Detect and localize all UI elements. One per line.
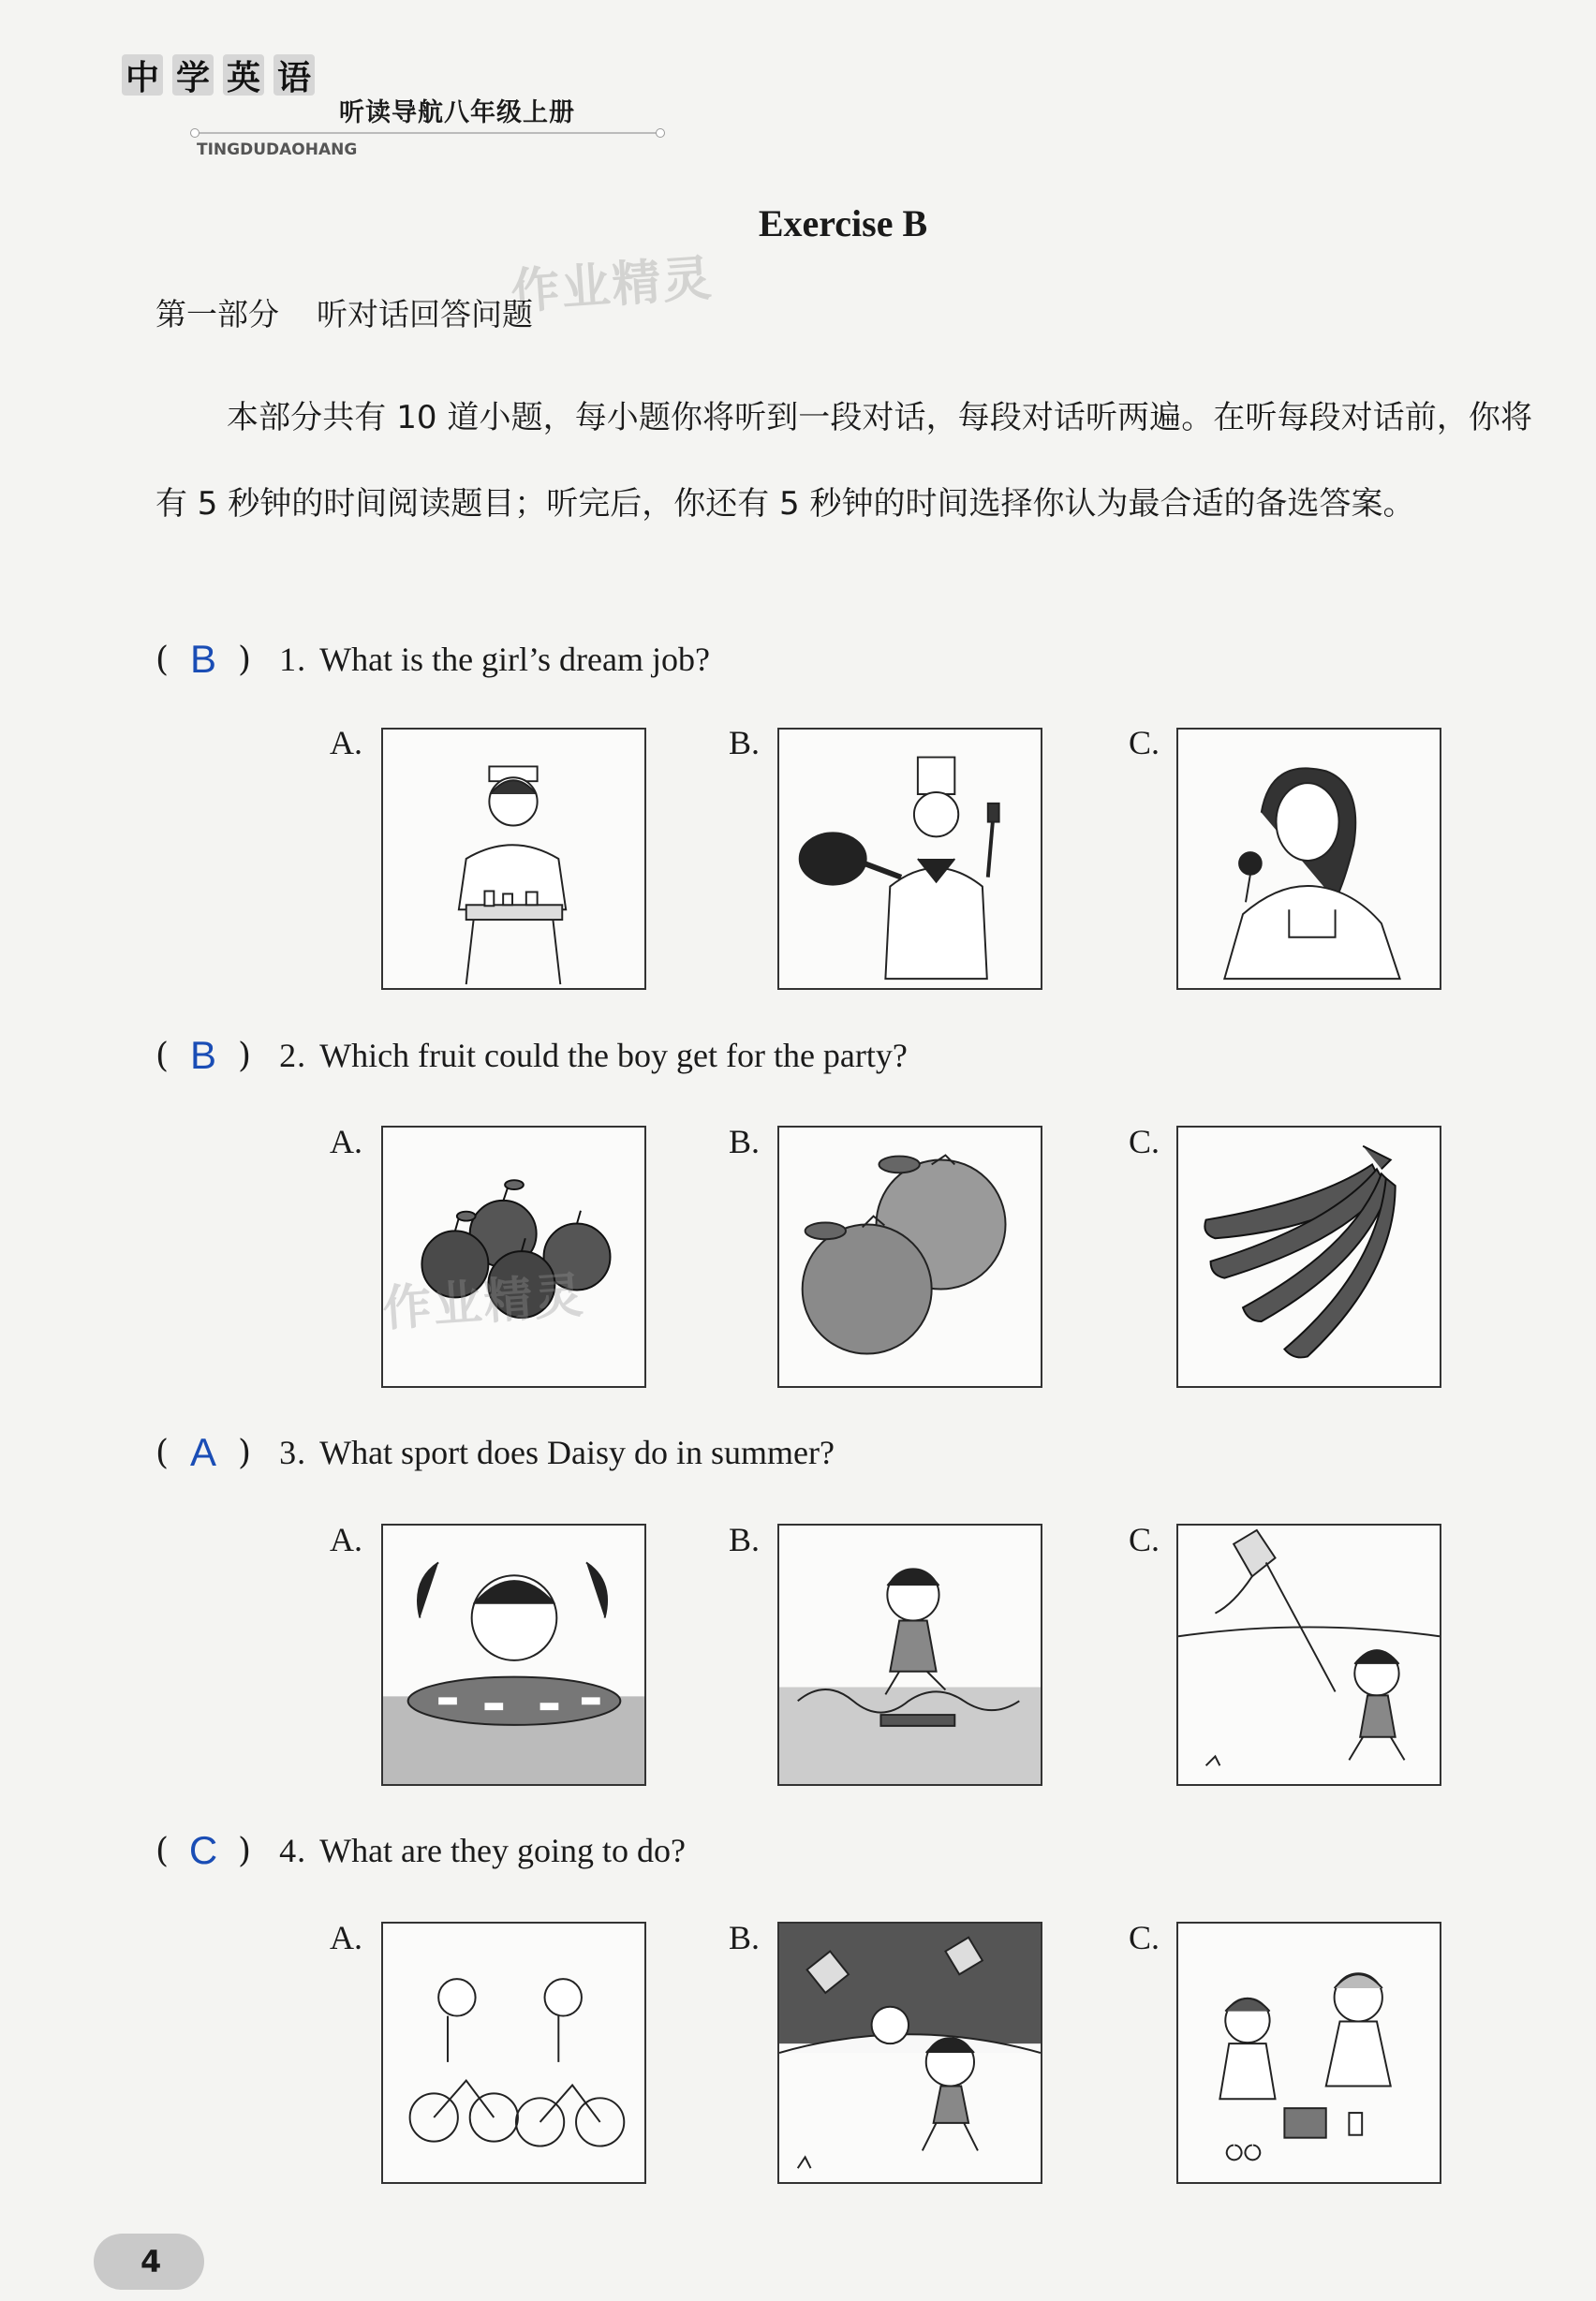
option-label: B.: [729, 724, 761, 761]
header-rule: [192, 132, 660, 134]
chef-image[interactable]: [777, 728, 1042, 990]
brand-char: 英: [223, 54, 264, 96]
answer-mark: C: [188, 1828, 218, 1872]
question-3: ( A ) 3. What sport does Daisy do in summer?: [155, 1430, 835, 1474]
watermark: 作业精灵: [509, 250, 716, 321]
book-brand: [122, 54, 315, 96]
question-4: ( C ) 4. What are they going to do?: [155, 1828, 686, 1872]
option-label: A.: [330, 1521, 362, 1558]
option-label: C.: [1129, 1123, 1160, 1160]
running-through-water-image[interactable]: [777, 1524, 1042, 1786]
watermark: 作业精灵: [380, 1267, 587, 1338]
question-number: 2.: [279, 1037, 307, 1074]
answer-mark: A: [190, 1430, 217, 1474]
question-text: What is the girl’s dream job?: [319, 641, 710, 678]
header-rule-dot: [656, 128, 665, 138]
question-1: ( B ) 1. What is the girl’s dream job?: [155, 637, 710, 681]
cycling-image[interactable]: [381, 1922, 646, 2184]
option-label: B.: [729, 1919, 761, 1956]
nurse-image[interactable]: [381, 728, 646, 990]
instructions: 本部分共有 10 道小题，每小题你将听到一段对话，每段对话听两遍。在听每段对话前，你将有 5 秒钟的时间阅读题目；听完后，你还有 5 秒钟的时间选择你认为最合适的备选答案。: [155, 399, 1532, 523]
page-number: 4: [94, 2234, 204, 2290]
apples-image[interactable]: [381, 1126, 646, 1388]
section-heading: [155, 290, 570, 334]
question-number: 3.: [279, 1434, 307, 1471]
flying-kite-image[interactable]: [1176, 1524, 1441, 1786]
answer-mark: B: [190, 637, 217, 681]
option-label: A.: [330, 724, 362, 761]
option-label: B.: [729, 1521, 761, 1558]
section-name: 听对话回答问题: [317, 296, 533, 332]
swimming-image[interactable]: [381, 1524, 646, 1786]
question-text: Which fruit could the boy get for the party?: [319, 1037, 908, 1074]
singer-image[interactable]: [1176, 728, 1441, 990]
header-rule-dot: [190, 128, 200, 138]
option-label: A.: [330, 1919, 362, 1956]
option-label: A.: [330, 1123, 362, 1160]
bananas-image[interactable]: [1176, 1126, 1441, 1388]
question-number: 4.: [279, 1832, 307, 1869]
oranges-image[interactable]: [777, 1126, 1042, 1388]
section-part: 第一部分: [155, 296, 279, 332]
brand-char: 中: [122, 54, 163, 96]
question-number: 1.: [279, 641, 307, 678]
flying-kites-image[interactable]: [777, 1922, 1042, 2184]
picnic-image[interactable]: [1176, 1922, 1441, 2184]
book-subtitle: 听读导航八年级上册: [339, 98, 575, 127]
option-label: C.: [1129, 1919, 1160, 1956]
question-2: ( B ) 2. Which fruit could the boy get for the party?: [155, 1033, 908, 1077]
brand-char: 语: [273, 54, 315, 96]
brand-char: 学: [172, 54, 214, 96]
answer-mark: B: [190, 1033, 217, 1077]
question-text: What are they going to do?: [319, 1832, 686, 1869]
option-label: C.: [1129, 1521, 1160, 1558]
page-title: Exercise B: [758, 202, 928, 244]
option-label: B.: [729, 1123, 761, 1160]
book-pinyin: TINGDUDAOHANG: [197, 140, 358, 159]
question-text: What sport does Daisy do in summer?: [319, 1434, 835, 1471]
option-label: C.: [1129, 724, 1160, 761]
